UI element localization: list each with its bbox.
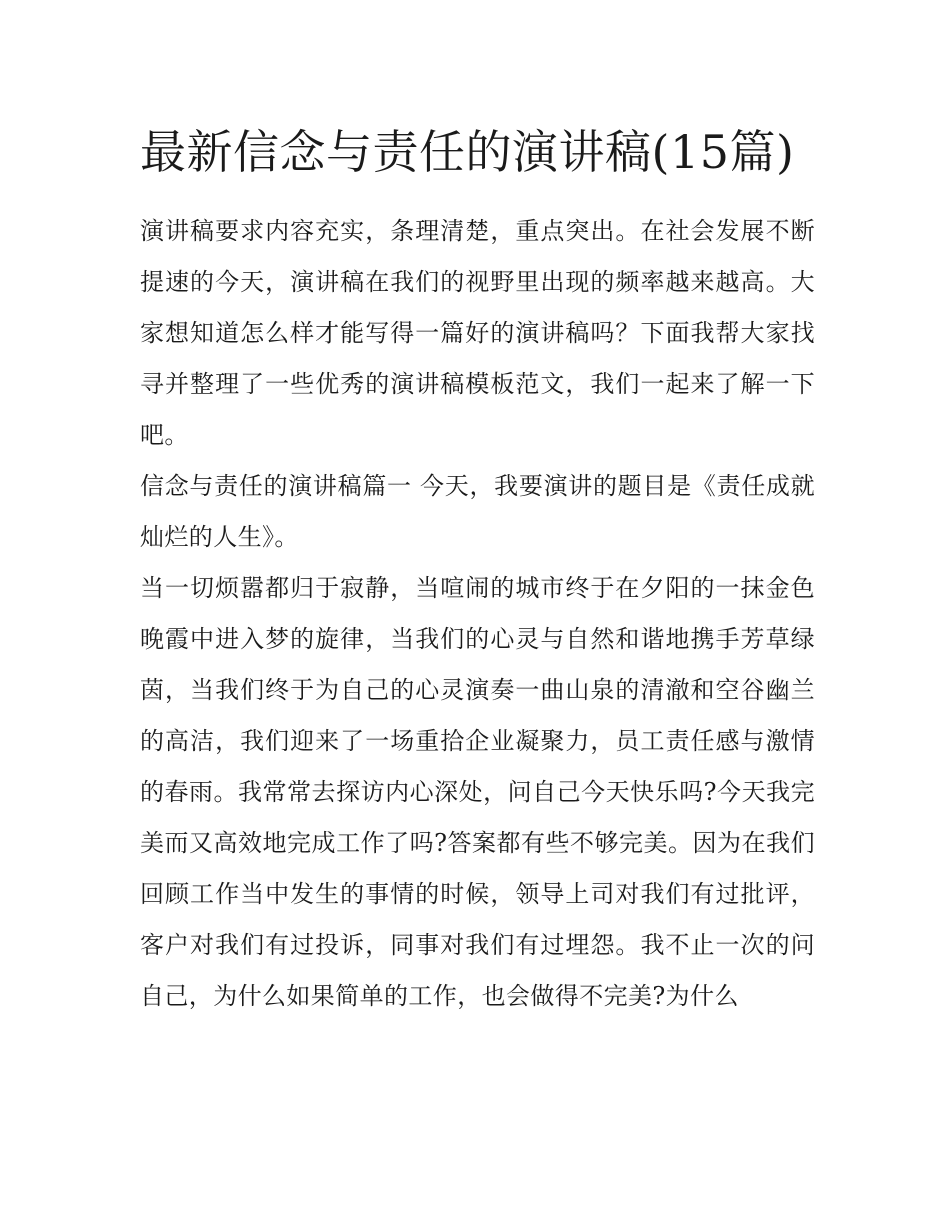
section-one-heading-paragraph: 信念与责任的演讲稿篇一 今天，我要演讲的题目是《责任成就灿烂的人生》。: [140, 472, 815, 551]
document-page: [140, 112, 815, 1022]
intro-paragraph: 演讲稿要求内容充实，条理清楚，重点突出。在社会发展不断提速的今天，演讲稿在我们的视野里出现的频率越来越高。大家想知道怎么样才能写得一篇好的演讲稿吗？下面我帮大家找寻并整理了一些优秀的演讲稿模板范文，我们一起来了解一下吧。: [140, 217, 815, 449]
body-paragraph: 当一切烦嚣都归于寂静，当喧闹的城市终于在夕阳的一抹金色晚霞中进入梦的旋律，当我们的心灵与自然和谐地携手芳草绿茵，当我们终于为自己的心灵演奏一曲山泉的清澈和空谷幽兰的高洁，我们迎来了一场重拾企业凝聚力，员工责任感与激情的春雨。我常常去探访内心深处，问自己今天快乐吗?今天我完美而又高效地完成工作了吗?答案都有些不够完美。因为在我们回顾工作当中发生的事情的时候，领导上司对我们有过批评，客户对我们有过投诉，同事对我们有过埋怨。我不止一次的问自己，为什么如果简单的工作，也会做得不完美?为什么: [140, 574, 815, 1010]
document-title: 最新信念与责任的演讲稿(15篇): [140, 125, 795, 179]
